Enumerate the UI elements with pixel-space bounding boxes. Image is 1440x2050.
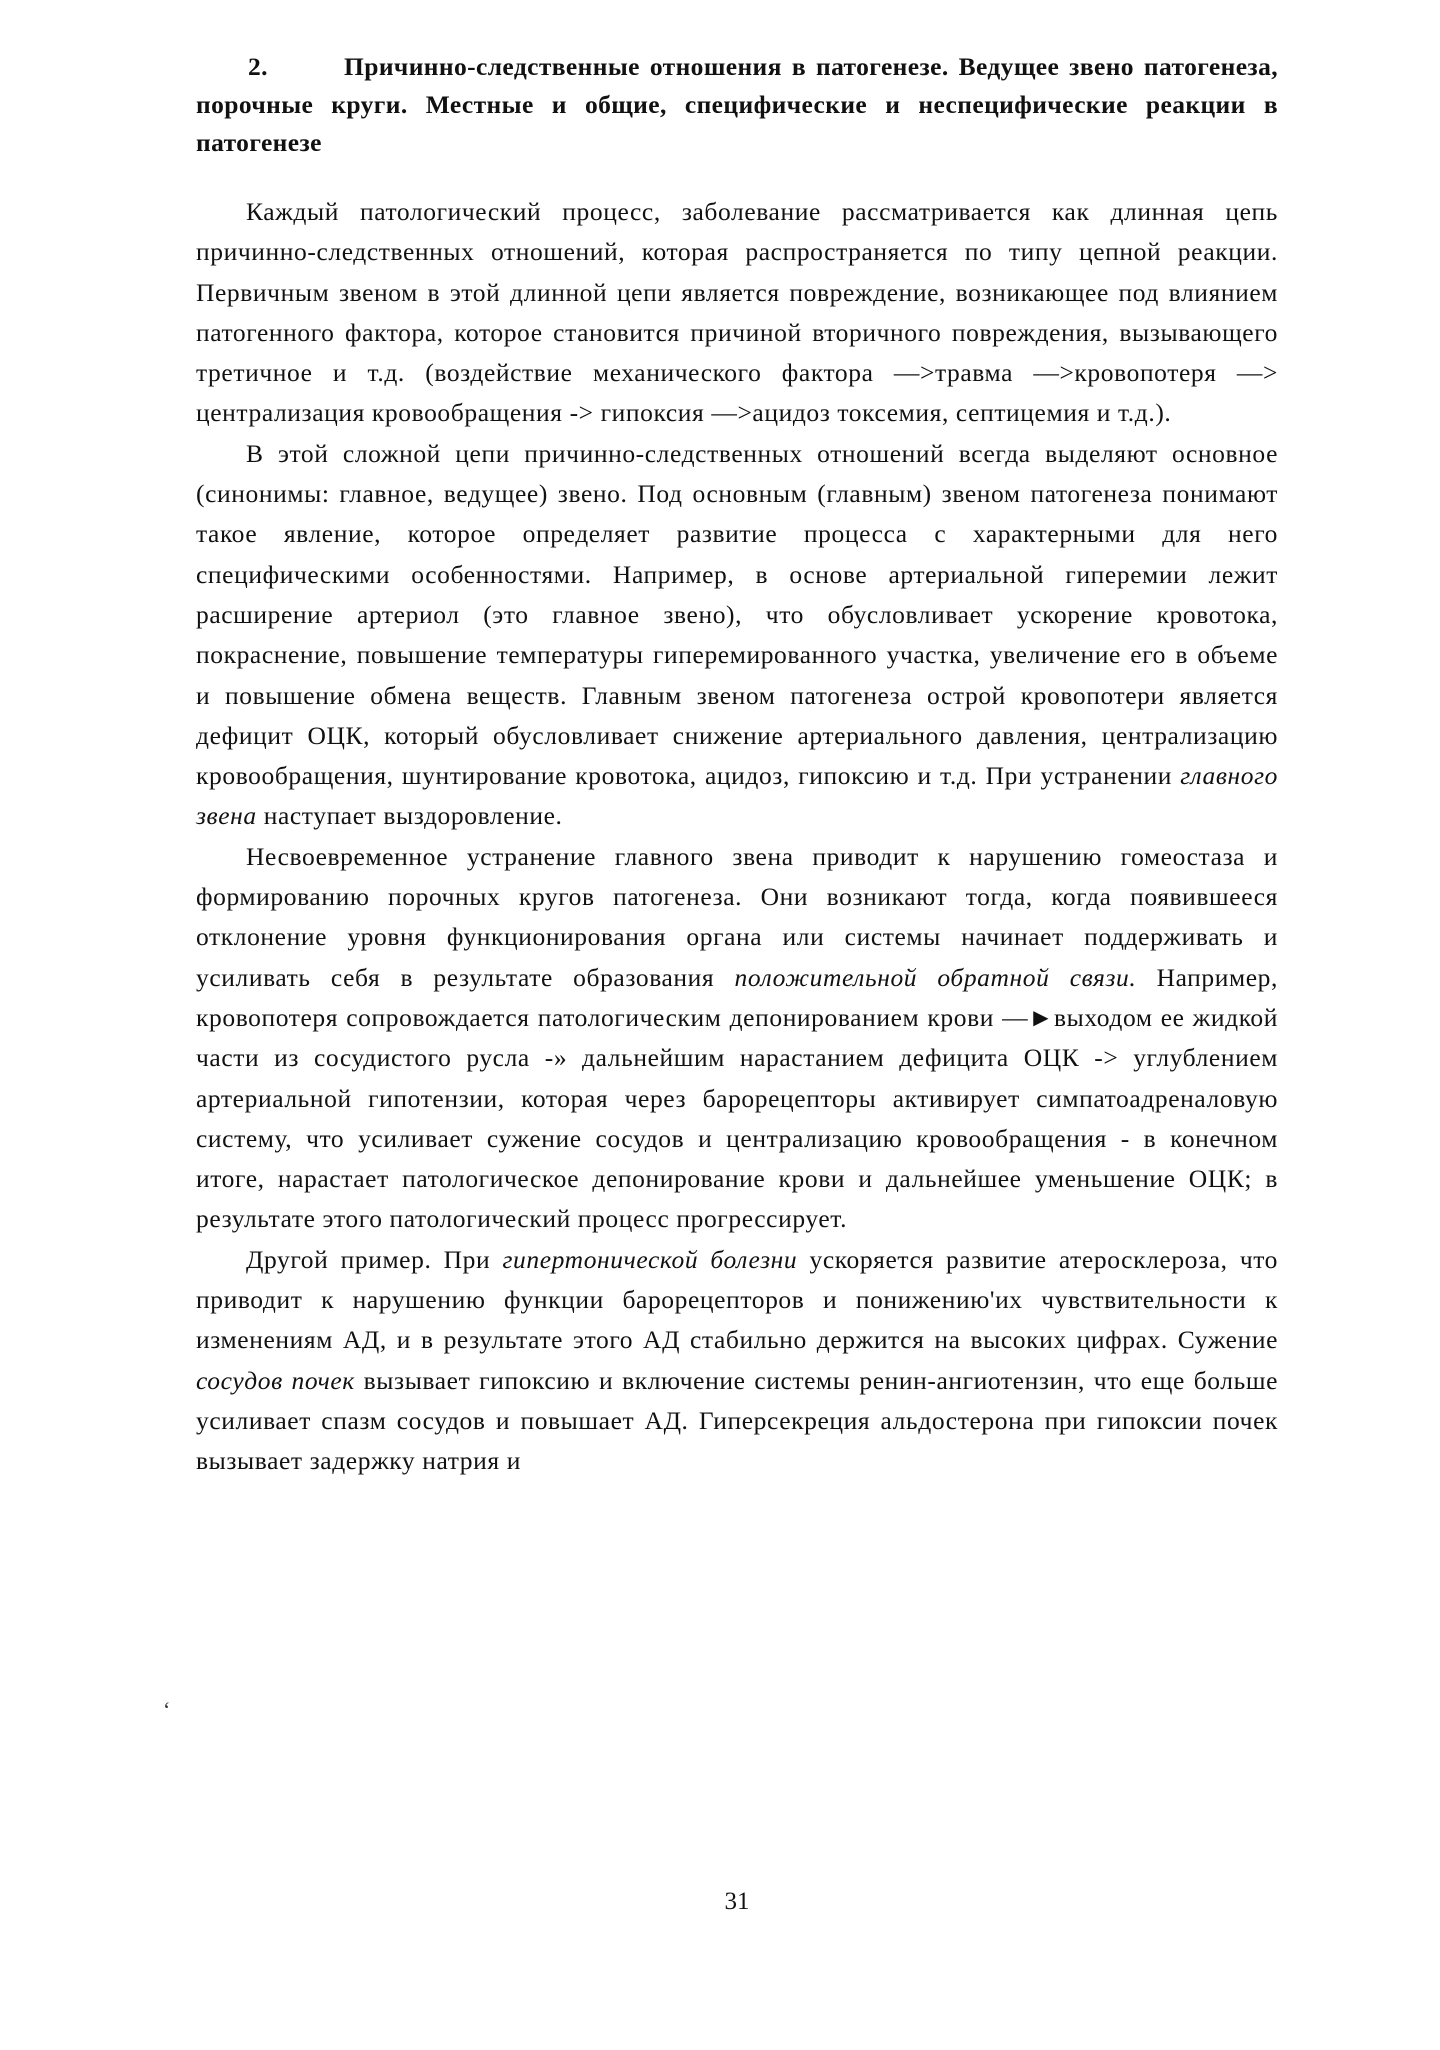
section-title: Причинно-следственные отношения в патогенезе. Ведущее звено патогенеза, порочные круги. Местные и общие, специфические и неспецифические реакции в патогенезе — [196, 52, 1278, 157]
paragraph-text: В этой сложной цепи причинно-следственных отношений всегда выделяют основное (синонимы: главное, ведущее) звено. Под основным (главным) звеном патогенеза понимают такое явление, которое определяет развитие процесса с характерными для него специфическими особенностями. Например, в основе артериальной гиперемии лежит расширение артериол (это главное звено), что обусловливает ускорение кровотока, покраснение, повышение температуры гиперемированного участка, увеличение его в объеме и повышение обмена веществ. Главным звеном патогенеза острой кровопотери является дефицит ОЦК, который обусловливает снижение артериального давления, централизацию кровообращения, шунтирование кровотока, ацидоз, гипоксию и т.д. При устранении — [196, 438, 1278, 791]
paragraph-text: Каждый патологический процесс, заболевание рассматривается как длинная цепь причинно-следственных отношений, которая распространяется по типу цепной реакции. Первичным звеном в этой длинной цепи является повреждение, возникающее под влиянием патогенного фактора, которое становится причиной вторичного повреждения, вызывающего третичное и т.д. (воздействие механического фактора —>травма —>кровопотеря —> централизация кровообращения -> гипоксия —>ацидоз токсемия, септицемия и т.д.). — [196, 197, 1278, 428]
paragraph-3 — [196, 837, 1278, 1240]
paragraph-text: Несвоевременное устранение главного звена приводит к нарушению гомеостаза и формированию порочных кругов патогенеза. Они возникают тогда, когда появившееся отклонение уровня функционирования органа или системы начинает поддерживать и усиливать себя в результате образования — [196, 841, 1278, 992]
section-heading — [196, 48, 1278, 162]
paragraph-text: ускоряется развитие атеросклероза, что приводит к нарушению функции барорецепторов и понижению'их чувствительности к изменениям АД, и в результате этого АД стабильно держится на высоких цифрах. Сужение — [196, 1244, 1279, 1355]
paragraph-2 — [196, 434, 1278, 837]
paragraph-4 — [196, 1240, 1278, 1482]
paragraph-text: Другой пример. При — [246, 1244, 503, 1274]
paragraph-text: Например, кровопотеря сопровождается патологическим депонированием крови —►выходом ее жидкой части из сосудистого русла -» дальнейшим нарастанием дефицита ОЦК -> углублением артериальной гипотензии, которая через барорецепторы активирует симпатоадреналовую систему, что усиливает сужение сосудов и централизацию кровообращения - в конечном итоге, нарастает патологическое депонирование крови и дальнейшее уменьшение ОЦК; в результате этого патологический процесс прогрессирует. — [196, 962, 1278, 1234]
margin-mark: ‘ — [163, 1697, 171, 1722]
emphasis-text: положительной обратной связи. — [734, 962, 1137, 992]
body-text — [196, 192, 1278, 1482]
section-number: 2. — [248, 52, 268, 81]
page-number: 31 — [724, 1888, 750, 1915]
document-page — [196, 48, 1279, 1915]
emphasis-text: гипертонической болезни — [502, 1244, 798, 1274]
paragraph-text: наступает выздоровление. — [256, 801, 563, 831]
emphasis-text: главного звена — [196, 761, 1278, 831]
paragraph-text: вызывает гипоксию и включение системы ренин-ангиотензин, что еще больше усиливает спазм сосудов и повышает АД. Гиперсекреция альдостерона при гипоксии почек вызывает задержку натрия и — [196, 1365, 1279, 1476]
emphasis-text: сосудов почек — [196, 1365, 355, 1395]
paragraph-1 — [196, 192, 1278, 434]
